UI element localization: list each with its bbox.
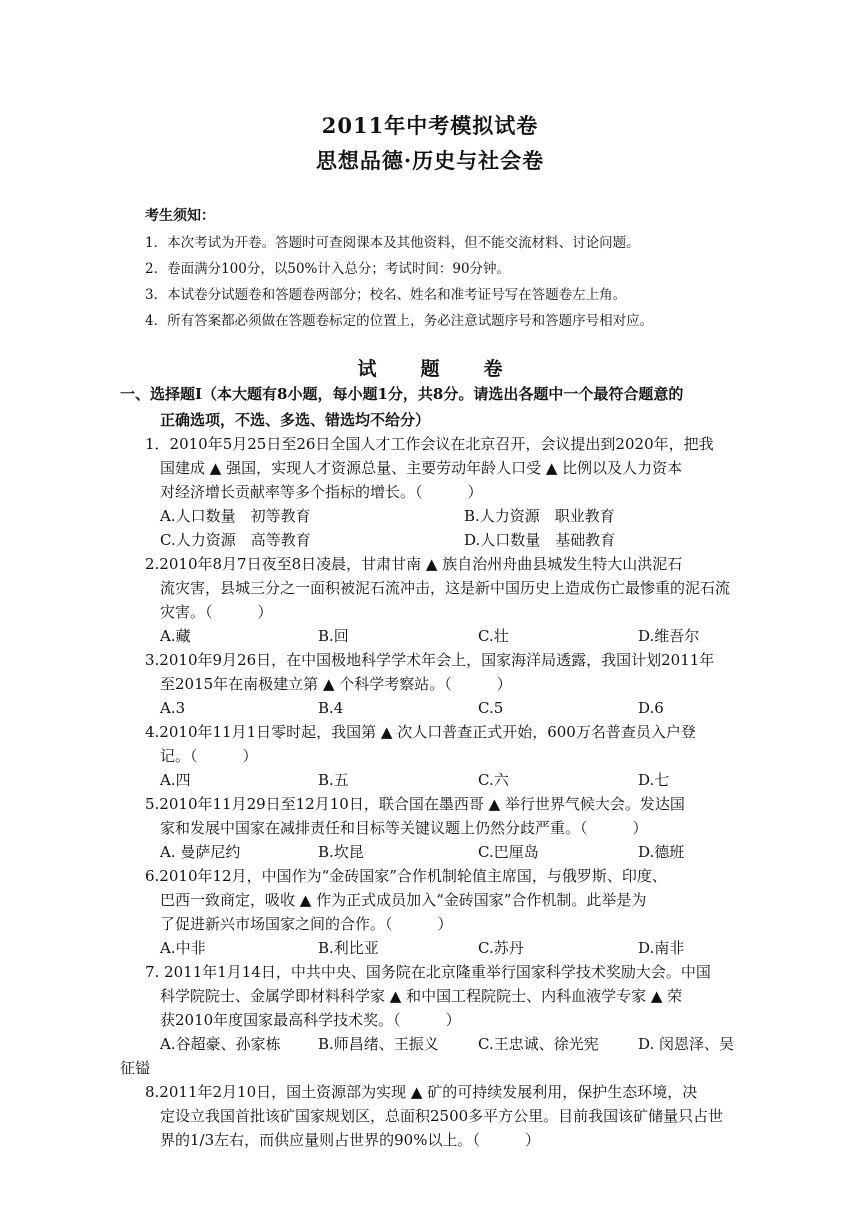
exam-title: 2011年中考模拟试卷 — [321, 113, 539, 138]
option: D.6 — [638, 699, 664, 717]
question-line: 4.2010年11月1日零时起，我国第 ▲ 次人口普查正式开始，600万名普查员入户登 — [145, 723, 696, 741]
question-line: 获2010年度国家最高科学技术奖。（ ） — [160, 1011, 461, 1029]
question-line: 定设立我国首批该矿国家规划区，总面积2500多平方公里。目前我国该矿储量只占世 — [160, 1107, 724, 1125]
question-line: 流灾害，县城三分之一面积被泥石流冲击，这是新中国历史上造成伤亡最惨重的泥石流 — [160, 579, 731, 597]
option: D.人口数量 基础教育 — [464, 531, 616, 549]
question-line: 5.2010年11月29日至12月10日，联合国在墨西哥 ▲ 举行世界气候大会。发达国 — [145, 795, 685, 813]
option: A. 曼萨尼约 — [160, 843, 241, 861]
question-line: 国建成 ▲ 强国，实现人才资源总量、主要劳动年龄人口受 ▲ 比例以及人力资本 — [160, 459, 683, 477]
option: B.回 — [318, 627, 349, 645]
option: C.5 — [478, 699, 504, 717]
option: B.人力资源 职业教育 — [464, 507, 615, 525]
notice-item: 1．本次考试为开卷。答题时可查阅课本及其他资料，但不能交流材料、讨论问题。 — [145, 235, 640, 251]
question-line: 对经济增长贡献率等多个指标的增长。（ ） — [160, 483, 483, 501]
question-line: 科学院院士、金属学即材料科学家 ▲ 和中国工程院院士、内科血液学专家 ▲ 荣 — [160, 987, 683, 1005]
question-line: 1．2010年5月25日至26日全国人才工作会议在北京召开，会议提出到2020年，把我 — [145, 435, 714, 453]
option: C.人力资源 高等教育 — [160, 531, 311, 549]
notice-item: 4．所有答案都必须做在答题卷标定的位置上，务必注意试题序号和答题序号相对应。 — [145, 313, 654, 329]
option: C.苏丹 — [478, 939, 524, 957]
question-line: 2.2010年8月7日夜至8日凌晨，甘肃甘南 ▲ 族自治州舟曲县城发生特大山洪泥石 — [145, 555, 683, 573]
question-line: 8.2011年2月10日，国土资源部为实现 ▲ 矿的可持续发展利用，保护生态环境，决 — [145, 1083, 698, 1101]
section-title-char: 卷 — [483, 358, 503, 380]
option-continuation: 征镒 — [120, 1059, 151, 1077]
part-heading: 一、选择题Ⅰ（本大题有8小题，每小题1分，共8分。请选出各题中一个最符合题意的 — [120, 385, 684, 403]
option: A.3 — [160, 699, 186, 717]
option: D. 闵恩泽、吴 — [638, 1035, 735, 1053]
section-title-char: 试 — [357, 358, 377, 380]
option: A.四 — [160, 771, 191, 789]
question-line: 至2015年在南极建立第 ▲ 个科学考察站。（ ） — [160, 675, 512, 693]
section-title — [0, 354, 860, 381]
option: A.中非 — [160, 939, 206, 957]
question-line: 7. 2011年1月14日，中共中央、国务院在北京隆重举行国家科学技术奖励大会。中国 — [145, 963, 711, 981]
option: B.五 — [318, 771, 349, 789]
question-line: 灾害。（ ） — [160, 603, 273, 621]
option: C.六 — [478, 771, 509, 789]
option: A.藏 — [160, 627, 191, 645]
part-heading-cont: 正确选项，不选、多选、错选均不给分） — [160, 411, 431, 429]
question-line: 界的1/3左右，而供应量则占世界的90%以上。（ ） — [160, 1131, 540, 1149]
option: B.利比亚 — [318, 939, 379, 957]
option: C.巴厘岛 — [478, 843, 539, 861]
question-line: 3.2010年9月26日，在中国极地科学学术年会上，国家海洋局透露，我国计划2011年 — [145, 651, 715, 669]
notice-heading: 考生须知： — [145, 208, 215, 224]
section-title-char: 题 — [420, 358, 440, 380]
option: D.维吾尔 — [638, 627, 700, 645]
notice-item: 3．本试卷分试题卷和答题卷两部分；校名、姓名和准考证号写在答题卷左上角。 — [145, 287, 627, 303]
option: D.七 — [638, 771, 670, 789]
option: B.坎昆 — [318, 843, 364, 861]
option: D.德班 — [638, 843, 685, 861]
exam-subtitle: 思想品德·历史与社会卷 — [315, 148, 545, 173]
option: C.壮 — [478, 627, 509, 645]
notice-item: 2．卷面满分100分，以50%计入总分；考试时间：90分钟。 — [145, 261, 511, 277]
option: A.谷超豪、孙家栋 — [160, 1035, 281, 1053]
option: B.4 — [318, 699, 344, 717]
question-line: 6.2010年12月，中国作为“金砖国家”合作机制轮值主席国，与俄罗斯、印度、 — [145, 867, 667, 885]
option: D.南非 — [638, 939, 685, 957]
option: A.人口数量 初等教育 — [160, 507, 311, 525]
question-line: 巴西一致商定，吸收 ▲ 作为正式成员加入“金砖国家”合作机制。此举是为 — [160, 891, 647, 909]
option: B.师昌绪、王振义 — [318, 1035, 439, 1053]
question-line: 记。（ ） — [160, 747, 258, 765]
question-line: 家和发展中国家在减排责任和目标等关键议题上仍然分歧严重。（ ） — [160, 819, 648, 837]
option: C.王忠诚、徐光宪 — [478, 1035, 599, 1053]
question-line: 了促进新兴市场国家之间的合作。（ ） — [160, 915, 453, 933]
